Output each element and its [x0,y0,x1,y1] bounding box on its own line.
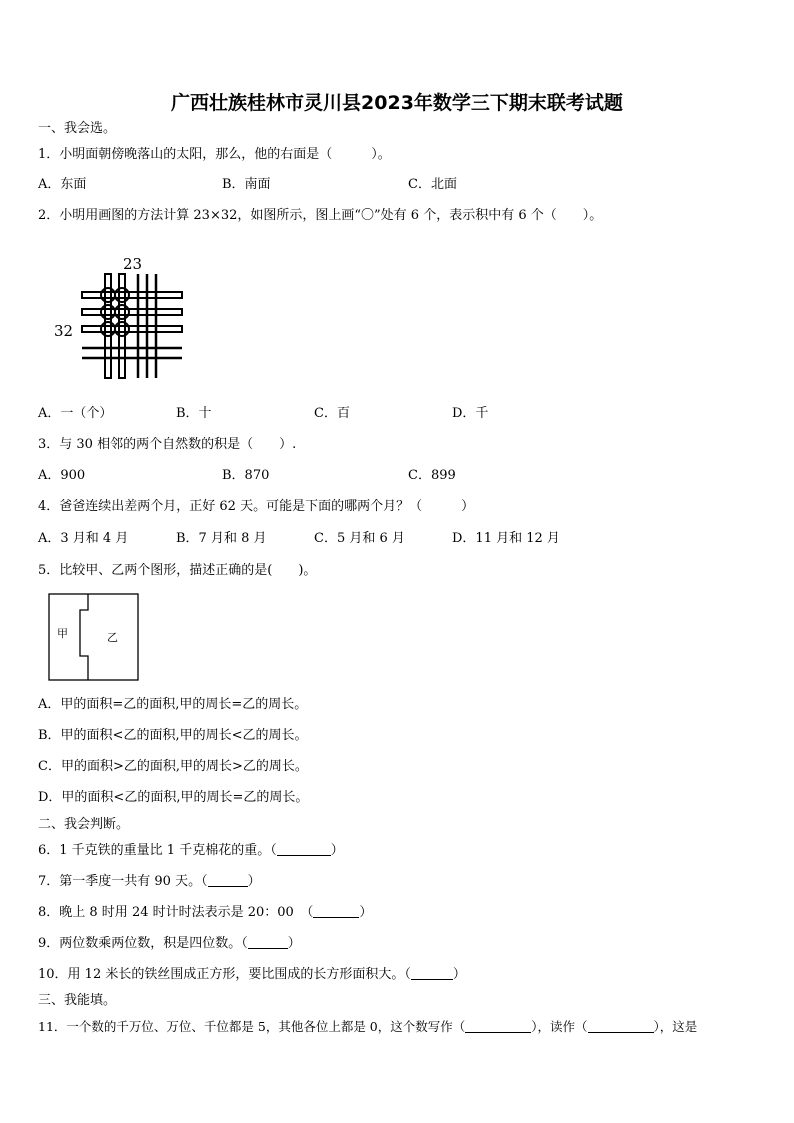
question-8 [38,905,372,921]
section-heading-1: 一、我会选。 [38,121,117,136]
q4-option-c[interactable]: C．5 月和 6 月 [314,531,405,546]
shape-comparison-figure [48,593,140,682]
q5-option-c[interactable]: C．甲的面积>乙的面积,甲的周长>乙的周长。 [38,759,308,774]
question-7-close: ） [247,874,261,889]
q2-option-a[interactable]: A．一（个） [38,406,113,421]
answer-blank-6[interactable] [277,843,331,856]
page-title: 广西壮族桂林市灵川县2023年数学三下期末联考试题 [171,92,623,114]
question-6-text: 6．1 千克铁的重量比 1 千克棉花的重。（ [38,843,277,858]
question-2: 2．小明用画图的方法计算 23×32，如图所示，图上画“〇”处有 6 个，表示积中有 6 个（ ）。 [38,208,603,223]
grid-left-label: 32 [54,322,74,340]
question-10-text: 10．用 12 米长的铁丝围成正方形，要比围成的长方形面积大。（ [38,967,411,982]
q4-option-a[interactable]: A．3 月和 4 月 [38,531,129,546]
q2-option-b[interactable]: B．十 [176,406,212,421]
question-4: 4．爸爸连续出差两个月，正好 62 天。可能是下面的哪两个月？（ ） [38,499,475,514]
q4-option-d[interactable]: D．11 月和 12 月 [452,531,560,546]
q5-option-b[interactable]: B．甲的面积<乙的面积,甲的周长<乙的周长。 [38,728,308,743]
q2-option-d[interactable]: D．千 [452,406,489,421]
grid-top-label: 23 [123,255,143,273]
q1-option-a[interactable]: A．东面 [38,177,87,192]
question-6 [38,843,344,859]
answer-blank-7[interactable] [208,874,248,887]
q2-option-c[interactable]: C．百 [314,406,350,421]
question-1: 1．小明面朝傍晚落山的太阳，那么，他的右面是（ ）。 [38,147,391,162]
answer-blank-8[interactable] [313,905,359,918]
question-11-part3: ），这是 [653,1019,698,1034]
question-7 [38,874,261,890]
question-8-text: 8．晚上 8 时用 24 时计时法表示是 20：00 （ [38,905,314,920]
answer-blank-9[interactable] [248,936,288,949]
question-10 [38,967,466,983]
question-10-close: ） [452,967,466,982]
question-11 [38,1019,697,1035]
question-11-part1: 11．一个数的千万位、万位、千位都是 5，其他各位上都是 0，这个数写作（ [38,1019,466,1034]
section-heading-3: 三、我能填。 [38,993,117,1008]
question-9-close: ） [287,936,301,951]
question-9 [38,936,301,952]
question-5: 5．比较甲、乙两个图形，描述正确的是( )。 [38,563,317,578]
section-heading-2: 二、我会判断。 [38,817,130,832]
question-11-part2: ），读作（ [531,1019,588,1034]
question-9-text: 9．两位数乘两位数，积是四位数。（ [38,936,248,951]
q3-option-c[interactable]: C．899 [408,468,456,483]
question-7-text: 7．第一季度一共有 90 天。（ [38,874,208,889]
q3-option-a[interactable]: A．900 [38,468,86,483]
q1-option-b[interactable]: B．南面 [222,177,271,192]
answer-blank-11b[interactable] [588,1020,654,1033]
answer-blank-11a[interactable] [465,1020,531,1033]
q3-option-b[interactable]: B．870 [222,468,270,483]
q5-option-a[interactable]: A．甲的面积=乙的面积,甲的周长=乙的周长。 [38,697,308,712]
multiplication-grid-figure [50,250,190,382]
q1-option-c[interactable]: C．北面 [408,177,457,192]
question-6-close: ） [330,843,344,858]
question-3: 3．与 30 相邻的两个自然数的积是（ ）. [38,437,297,452]
q5-option-d[interactable]: D．甲的面积<乙的面积,甲的周长=乙的周长。 [38,790,309,805]
q4-option-b[interactable]: B．7 月和 8 月 [176,531,267,546]
question-8-close: ） [359,905,373,920]
label-yi: 乙 [107,631,118,644]
label-jia: 甲 [57,627,68,640]
answer-blank-10[interactable] [411,967,453,980]
